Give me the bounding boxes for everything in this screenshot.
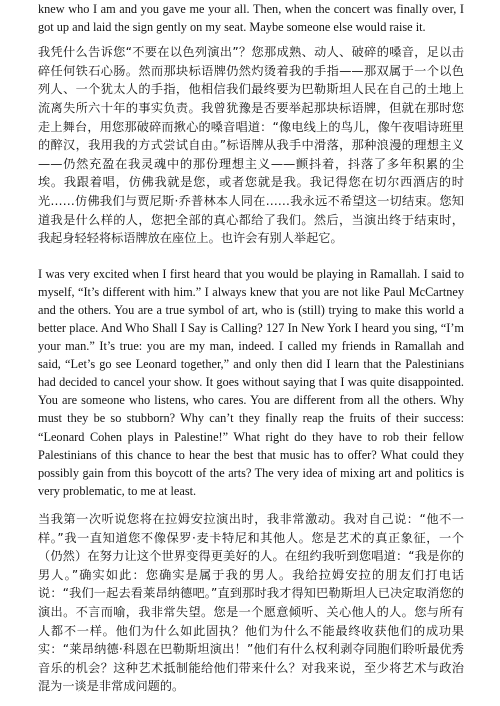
paragraph-english-ramallah: I was very excited when I first heard that you would be playing in Ramallah. I said to myself, “It’s different with him.” I always knew that you are not like Paul McCartney and the others. You are a true symbol of art, who is (still) trying to make this world a better place. And Who Shall I Say is Calling? 127 In New York I heard you sing, “I’m your man.” It’s true: you are my man, indeed. I called my friends in Ramallah and said, “Let’s go see Leonard together,” and only then did I learn that the Palestinians had decided to cancel your show. It goes without saying that I was quite disappointed. You are someone who listens, who cares. You are different from all the others. Why must they be so stubborn? Why can’t they finally reap the fruits of their success: “Leonard Cohen plays in Palestine!” What right do they have to rob their fellow Palestinians of this chance to hear the best that music has to offer? What could they possibly gain from this boycott of the arts? The very idea of mixing art and politics is very problematic, to me at least. bbox=[38, 266, 464, 498]
paragraph-chinese-translation-2: 当我第一次听说您将在拉姆安拉演出时，我非常激动。我对自己说：“他不一样。”我一直知道您不像保罗·麦卡特尼和其他人。您是艺术的真正象征，一个（仍然）在努力让这个世界变得更美好的人。在纽约我听到您唱道：“我是你的男人。”确实如此：您确实是属于我的男人。我给拉姆安拉的朋友们打电话说：“我们一起去看莱昂纳德吧。”直到那时我才得知巴勒斯坦人已决定取消您的演出。不言而喻，我非常失望。您是一个愿意倾听、关心他人的人。您与所有人都不一样。他们为什么如此固执？他们为什么不能最终收获他们的成功果实：“莱昂纳德·科恩在巴勒斯坦演出！”他们有什么权利剥夺同胞们聆听最优秀音乐的机会？这种艺术抵制能给他们带来什么？对我来说，至少将艺术与政治混为一谈是非常成问题的。 bbox=[38, 511, 464, 694]
document-page bbox=[38, 0, 464, 696]
paragraph-english-closing: knew who I am and you gave me your all. Then, when the concert was finally over, I got up and laid the sign gently on my seat. Maybe someone else would raise it. bbox=[38, 2, 464, 35]
paragraph-chinese-translation-1: 我凭什么告诉您“不要在以色列演出”？您那成熟、动人、破碎的嗓音，足以击碎任何铁石心肠。然而那块标语牌仍然灼烫着我的手指——那双属于一个以色列人、一个犹太人的手指，他相信我们最终要为巴勒斯坦人民在自己的土地上流离失所六十年的事实负责。我曾犹豫是否要举起那块标语牌，但就在那时您走上舞台，用您那破碎而揪心的嗓音唱道：“像电线上的鸟儿，像午夜唱诗班里的醉汉，我用我的方式尝试自由。”标语牌从我手中滑落，那种浪漫的理想主义——仍然充盈在我灵魂中的那份理想主义——颤抖着，抖落了多年积累的尘埃。我跟着唱，仿佛我就是您，或者您就是我。我记得您在切尔西酒店的时光……仿佛我们与贾尼斯·乔普林本人同在……我永远不希望这一切结束。您知道我是什么样的人，您把全部的真心都给了我们。然后，当演出终于结束时，我起身轻轻将标语牌放在座位上。也许会有别人举起它。 bbox=[38, 45, 464, 246]
